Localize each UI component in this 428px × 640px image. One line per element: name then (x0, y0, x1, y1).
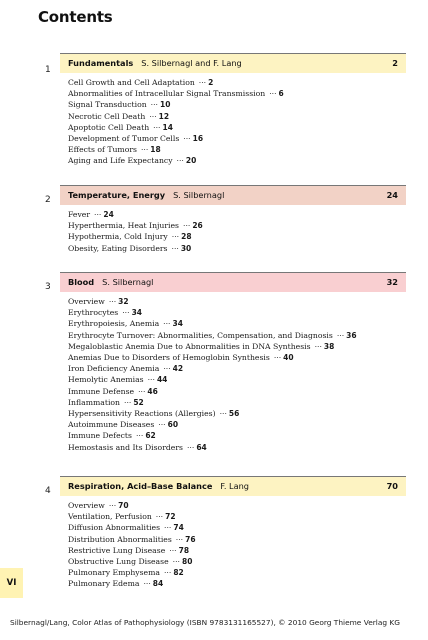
entry-page-number: 42 (172, 364, 184, 374)
toc-entry[interactable] (68, 243, 203, 254)
chapter-header[interactable] (60, 185, 406, 205)
toc-entry[interactable] (68, 386, 357, 397)
leader-dots: ··· (219, 409, 227, 419)
leader-dots: ··· (122, 308, 130, 318)
leader-dots: ··· (336, 330, 345, 340)
entry-title: Aging and Life Expectancy (68, 156, 173, 166)
entry-title: Inflammation (68, 397, 120, 407)
entry-title: Pulmonary Emphysema (68, 568, 160, 578)
entry-title: Hypersensitivity Reactions (Allergies) (68, 409, 216, 419)
toc-entry[interactable] (68, 341, 357, 352)
entry-page-number: 76 (185, 534, 196, 544)
toc-entry[interactable] (68, 534, 196, 545)
leader-dots: ··· (158, 420, 166, 430)
copyright-footer: Silbernagl/Lang, Color Atlas of Pathophysiology (ISBN 9783131165527), © 2010 Georg Thieme Verlag KG (10, 618, 400, 627)
chapter-author: S. Silbernagl (173, 190, 225, 200)
leader-dots: ··· (140, 145, 149, 155)
toc-entry[interactable] (68, 77, 284, 88)
toc-entry[interactable] (68, 419, 357, 430)
toc-entry[interactable] (68, 99, 284, 110)
leader-dots: ··· (186, 442, 195, 452)
entry-page-number: 60 (167, 420, 179, 430)
leader-dots: ··· (176, 156, 184, 166)
chapter-number: 3 (45, 282, 51, 292)
chapter-header[interactable] (60, 476, 406, 496)
leader-dots: ··· (153, 122, 161, 132)
toc-entry[interactable] (68, 545, 196, 556)
entry-title: Hyperthermia, Heat Injuries (68, 221, 179, 231)
leader-dots: ··· (155, 512, 164, 522)
page-title: Contents (38, 8, 113, 26)
entry-page-number: 6 (278, 89, 284, 99)
chapter-page-number: 32 (386, 277, 398, 287)
entry-page-number: 46 (147, 386, 158, 396)
entry-page-number: 62 (145, 431, 156, 441)
entry-page-number: 16 (192, 134, 204, 144)
entry-page-number: 28 (181, 232, 192, 242)
entry-list (68, 500, 196, 590)
toc-entry[interactable] (68, 111, 284, 122)
entry-title: Erythrocyte Turnover: Abnormalities, Compensation, and Diagnosis (68, 330, 333, 340)
toc-entry[interactable] (68, 122, 284, 133)
leader-dots: ··· (150, 100, 159, 110)
leader-dots: ··· (314, 341, 322, 351)
entry-title: Hemolytic Anemias (68, 375, 144, 385)
leader-dots: ··· (171, 243, 179, 253)
entry-page-number: 12 (158, 111, 170, 121)
toc-entry[interactable] (68, 408, 357, 419)
chapter-title-text: Fundamentals (68, 58, 134, 68)
leader-dots: ··· (163, 568, 172, 578)
leader-dots: ··· (164, 523, 172, 533)
chapter-author: S. Silbernagl (102, 277, 154, 287)
entry-page-number: 52 (133, 397, 144, 407)
entry-title: Megaloblastic Anemia Due to Abnormalities in DNA Synthesis (68, 341, 311, 351)
entry-page-number: 24 (103, 210, 114, 219)
entry-page-number: 72 (165, 512, 176, 522)
page-number: VI (0, 568, 23, 598)
chapter-header[interactable] (60, 53, 406, 73)
leader-dots: ··· (172, 557, 180, 567)
entry-page-number: 56 (228, 409, 240, 419)
leader-dots: ··· (108, 501, 117, 510)
toc-entry[interactable] (68, 220, 203, 231)
entry-page-number: 34 (172, 319, 183, 329)
entry-title: Autoimmune Diseases (68, 420, 155, 430)
leader-dots: ··· (171, 232, 180, 242)
leader-dots: ··· (94, 210, 102, 219)
entry-title: Immune Defects (68, 431, 132, 441)
entry-title: Fever (68, 210, 91, 219)
leader-dots: ··· (183, 134, 191, 144)
entry-title: Ventilation, Perfusion (68, 512, 152, 522)
toc-entry[interactable] (68, 88, 284, 99)
entry-page-number: 14 (162, 122, 173, 132)
toc-entry[interactable] (68, 374, 357, 385)
entry-page-number: 38 (323, 341, 335, 351)
chapter-title-text: Respiration, Acid–Base Balance (68, 481, 213, 491)
chapter-page-number: 24 (386, 190, 398, 200)
entry-title: Pulmonary Edema (68, 579, 140, 589)
toc-entry[interactable] (68, 133, 284, 144)
toc-entry[interactable] (68, 500, 196, 511)
entry-title: Anemias Due to Disorders of Hemoglobin Synthesis (68, 353, 270, 363)
chapter-number: 2 (45, 195, 51, 205)
toc-entry[interactable] (68, 522, 196, 533)
leader-dots: ··· (135, 431, 144, 441)
entry-list (68, 209, 203, 254)
entry-title: Development of Tumor Cells (68, 134, 180, 144)
toc-entry[interactable] (68, 155, 284, 166)
entry-page-number: 30 (180, 243, 192, 253)
toc-entry[interactable] (68, 556, 196, 567)
entry-title: Cell Growth and Cell Adaptation (68, 78, 195, 87)
toc-entry[interactable] (68, 397, 357, 408)
entry-page-number: 36 (346, 330, 357, 340)
entry-title: Restrictive Lung Disease (68, 545, 166, 555)
entry-title: Abnormalities of Intracellular Signal Transmission (68, 89, 266, 99)
toc-entry[interactable] (68, 578, 196, 589)
leader-dots: ··· (269, 89, 277, 99)
entry-title: Signal Transduction (68, 100, 147, 110)
chapter-title (68, 186, 224, 205)
entry-title: Obstructive Lung Disease (68, 557, 169, 567)
chapter-page-number: 70 (386, 481, 398, 491)
entry-title: Hemostasis and Its Disorders (68, 442, 183, 452)
entry-page-number: 10 (160, 100, 171, 110)
entry-page-number: 80 (181, 557, 193, 567)
entry-page-number: 44 (156, 375, 168, 385)
leader-dots: ··· (198, 78, 207, 87)
entry-page-number: 26 (192, 221, 203, 231)
toc-entry[interactable] (68, 511, 196, 522)
entry-title: Immune Defense (68, 386, 135, 396)
leader-dots: ··· (147, 375, 155, 385)
toc-entry[interactable] (68, 209, 203, 220)
chapter-number: 1 (45, 65, 51, 75)
entry-page-number: 74 (173, 523, 184, 533)
entry-page-number: 82 (173, 568, 184, 578)
entry-title: Iron Deficiency Anemia (68, 364, 160, 374)
chapter-author: F. Lang (220, 481, 249, 491)
chapter-author: S. Silbernagl and F. Lang (141, 58, 242, 68)
entry-page-number: 84 (152, 579, 164, 589)
leader-dots: ··· (175, 534, 184, 544)
chapter-title-text: Blood (68, 277, 95, 287)
toc-entry[interactable] (68, 330, 357, 341)
entry-list (68, 296, 357, 453)
entry-title: Diffusion Abnormalities (68, 523, 161, 533)
chapter-number: 4 (45, 486, 51, 496)
entry-page-number: 70 (118, 501, 129, 510)
toc-entry[interactable] (68, 307, 357, 318)
toc-entry[interactable] (68, 430, 357, 441)
chapter-title (68, 477, 249, 496)
toc-entry[interactable] (68, 318, 357, 329)
entry-page-number: 2 (208, 78, 214, 87)
toc-entry[interactable] (68, 231, 203, 242)
chapter-header[interactable] (60, 272, 406, 292)
entry-page-number: 34 (131, 308, 142, 318)
leader-dots: ··· (143, 579, 151, 589)
entry-title: Erythrocytes (68, 308, 119, 318)
entry-page-number: 78 (178, 545, 190, 555)
leader-dots: ··· (169, 545, 177, 555)
entry-page-number: 40 (283, 353, 294, 363)
toc-entry[interactable] (68, 352, 357, 363)
entry-list (68, 77, 284, 167)
entry-title: Overview (68, 297, 105, 306)
entry-title: Overview (68, 501, 105, 510)
chapter-title (68, 54, 242, 73)
leader-dots: ··· (124, 397, 132, 407)
entry-page-number: 32 (118, 297, 129, 306)
toc-entry[interactable] (68, 567, 196, 578)
leader-dots: ··· (163, 319, 171, 329)
entry-page-number: 64 (196, 442, 207, 452)
leader-dots: ··· (273, 353, 282, 363)
leader-dots: ··· (108, 297, 117, 306)
entry-title: Apoptotic Cell Death (68, 122, 150, 132)
leader-dots: ··· (138, 386, 146, 396)
entry-page-number: 18 (150, 145, 161, 155)
entry-title: Necrotic Cell Death (68, 111, 146, 121)
chapter-title-text: Temperature, Energy (68, 190, 166, 200)
entry-title: Hypothermia, Cold Injury (68, 232, 168, 242)
toc-entry[interactable] (68, 363, 357, 374)
toc-entry[interactable] (68, 144, 284, 155)
chapter-page-number: 2 (392, 58, 398, 68)
leader-dots: ··· (163, 364, 171, 374)
entry-title: Effects of Tumors (68, 145, 137, 155)
entry-title: Distribution Abnormalities (68, 534, 172, 544)
chapter-title (68, 273, 153, 292)
entry-title: Erythropoiesis, Anemia (68, 319, 160, 329)
entry-title: Obesity, Eating Disorders (68, 243, 168, 253)
entry-page-number: 20 (185, 156, 197, 166)
leader-dots: ··· (183, 221, 191, 231)
leader-dots: ··· (149, 111, 157, 121)
toc-entry[interactable] (68, 296, 357, 307)
toc-entry[interactable] (68, 442, 357, 453)
